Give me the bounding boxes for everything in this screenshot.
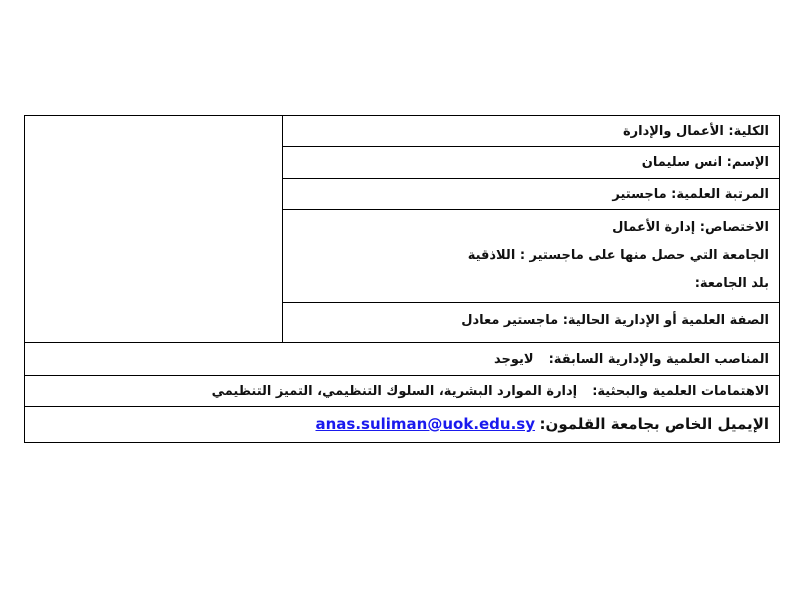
previous-positions-value: لايوجد (493, 352, 534, 367)
rank-row (282, 179, 779, 210)
previous-positions-row (25, 343, 779, 376)
university-value: اللاذقية (467, 248, 516, 263)
interests-row (25, 376, 779, 407)
email-label: الإيميل الخاص بجامعة القلمون: (539, 415, 769, 433)
previous-positions-label: المناصب العلمية والإدارية السابقة: (548, 352, 769, 367)
faculty-value: الأعمال والإدارة (622, 124, 724, 139)
faculty-row (282, 116, 779, 147)
rank-label: المرتبة العلمية: (671, 187, 769, 202)
current-position-row (282, 303, 779, 343)
specialization-label: الاختصاص: (699, 220, 769, 235)
interests-label: الاهتمامات العلمية والبحثية: (592, 384, 769, 399)
specialization-line (292, 214, 769, 242)
email-row (25, 407, 779, 442)
country-line (292, 270, 769, 298)
rank-value: ماجستير (612, 187, 667, 202)
education-block (282, 210, 779, 303)
specialization-value: إدارة الأعمال (612, 220, 696, 235)
current-position-value: ماجستير معادل (461, 313, 559, 328)
name-label: الإسم: (726, 155, 769, 170)
university-line (292, 242, 769, 270)
photo-cell (25, 116, 283, 343)
profile-table (24, 115, 780, 443)
email-link[interactable]: anas.suliman@uok.edu.sy (315, 415, 536, 433)
name-value: انس سليمان (641, 155, 723, 170)
faculty-label: الكلية: (728, 124, 769, 139)
university-label: الجامعة التي حصل منها على ماجستير : (519, 248, 769, 263)
current-position-label: الصفة العلمية أو الإدارية الحالية: (562, 313, 769, 328)
name-row (282, 147, 779, 179)
interests-value: إدارة الموارد البشرية، السلوك التنظيمي، التميز التنظيمي (211, 384, 578, 399)
country-label: بلد الجامعة: (694, 276, 769, 291)
